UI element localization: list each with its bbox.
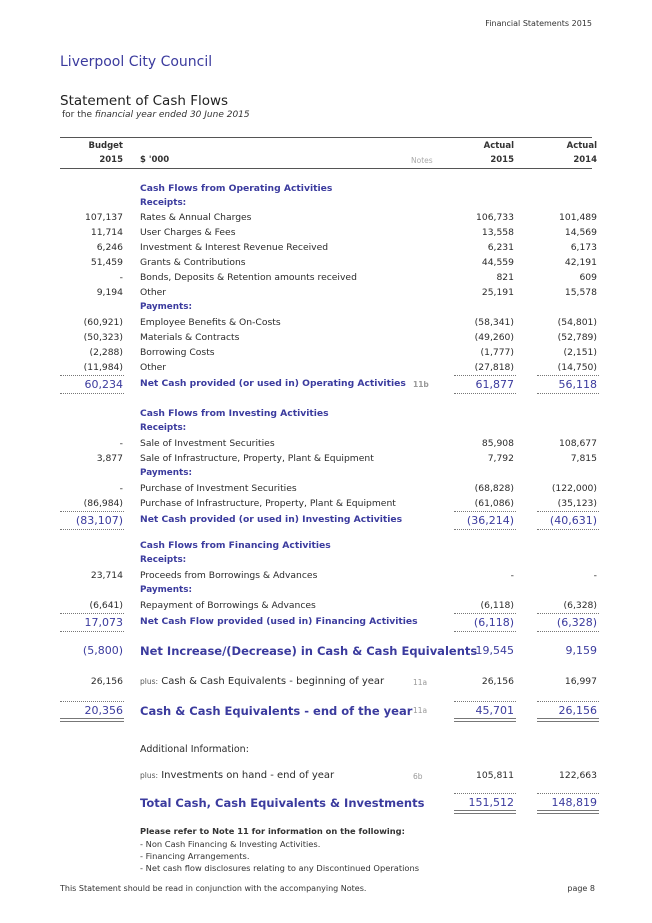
- a2014-grand-rule: [537, 793, 599, 794]
- a2014-end-double-underline: [537, 718, 599, 722]
- actual-2014-cell: (6,328): [563, 600, 597, 611]
- actual-2014-cell: (2,151): [563, 347, 597, 358]
- budget-total: (83,107): [75, 514, 123, 527]
- a2015-total-underline: [454, 393, 516, 394]
- operating-total-row: [0, 378, 652, 392]
- financing-heading-row: [0, 540, 652, 554]
- actual-2014-cell: 609: [579, 272, 597, 283]
- total-label: Net Cash provided (or used in) Investing Activities: [140, 514, 403, 525]
- actual-2014-label: Actual: [566, 141, 597, 151]
- actual-2014-cell: 148,819: [551, 796, 597, 809]
- beginning-row: [0, 676, 652, 690]
- actual-2015-year: 2015: [490, 155, 514, 165]
- actual-2015-cell: 45,701: [475, 704, 514, 717]
- a2015-total: (6,118): [473, 616, 514, 629]
- actual-2014-cell: -: [593, 570, 597, 581]
- additional-heading-row: [0, 744, 652, 758]
- budget-year: 2015: [99, 155, 123, 165]
- a2014-total-rule: [537, 613, 599, 614]
- actual-2015-cell: 106,733: [476, 212, 514, 223]
- operating-heading-row: [0, 183, 652, 197]
- budget-cell: -: [119, 483, 123, 494]
- actual-2015-cell: 821: [496, 272, 514, 283]
- investments-row: [0, 770, 652, 784]
- actual-2014-cell: 7,815: [570, 453, 597, 464]
- line-item: Sale of Infrastructure, Property, Plant & Equipment: [140, 453, 374, 464]
- actual-2014-cell: 6,173: [570, 242, 597, 253]
- plus-label: plus:: [140, 677, 159, 686]
- a2015-total: (36,214): [466, 514, 514, 527]
- table-row: [0, 570, 652, 584]
- table-row: [0, 257, 652, 271]
- line-item: User Charges & Fees: [140, 227, 236, 238]
- budget-cell: -: [119, 438, 123, 449]
- actual-2014-cell: 15,578: [564, 287, 597, 298]
- a2015-end-double-underline: [454, 718, 516, 722]
- a2014-total-underline: [537, 393, 599, 394]
- table-row: [0, 362, 652, 376]
- budget-total: 17,073: [84, 616, 123, 629]
- actual-2014-cell: 16,997: [564, 676, 597, 687]
- budget-cell: (2,288): [89, 347, 123, 358]
- budget-end-double-underline: [60, 718, 124, 722]
- actual-2014-cell: (35,123): [557, 498, 597, 509]
- budget-cell: 11,714: [90, 227, 123, 238]
- actual-2015-cell: 26,156: [481, 676, 514, 687]
- total-label: Net Cash provided (or used in) Operating Activities: [140, 378, 406, 389]
- a2015-total-rule: [454, 511, 516, 512]
- receipts-label: Receipts:: [140, 423, 187, 433]
- net-increase-row: [0, 644, 652, 660]
- actual-2014-cell: (52,789): [557, 332, 597, 343]
- table-row: [0, 287, 652, 301]
- actual-2014-cell: 122,663: [559, 770, 597, 781]
- budget-cell: 51,459: [90, 257, 123, 268]
- note-ref: 6b: [413, 772, 423, 781]
- a2015-total-rule: [454, 613, 516, 614]
- budget-cell: 3,877: [96, 453, 123, 464]
- investing-payments-label-row: [0, 468, 652, 482]
- actual-2014-cell: (54,801): [557, 317, 597, 328]
- line-item: Proceeds from Borrowings & Advances: [140, 570, 318, 581]
- header-bottom-rule: [60, 168, 592, 169]
- note-ref: 11b: [413, 380, 429, 389]
- budget-total-underline: [60, 529, 124, 530]
- budget-cell: (60,921): [83, 317, 123, 328]
- actual-2015-cell: 151,512: [468, 796, 514, 809]
- line-item: Purchase of Investment Securities: [140, 483, 297, 494]
- budget-total-underline: [60, 631, 124, 632]
- line-item: Cash & Cash Equivalents - beginning of year: [161, 676, 385, 687]
- actual-2015-cell: -: [510, 570, 514, 581]
- actual-2014-cell: 14,569: [564, 227, 597, 238]
- investing-receipts-label-row: [0, 423, 652, 437]
- a2014-grand-double-underline: [537, 810, 599, 814]
- table-row: [0, 242, 652, 256]
- a2014-total: 56,118: [558, 378, 597, 391]
- notes-item: - Financing Arrangements.: [140, 851, 250, 861]
- units-label: $ '000: [140, 155, 170, 165]
- table-row: [0, 600, 652, 614]
- actual-2015-cell: 85,908: [481, 438, 514, 449]
- table-row: [0, 347, 652, 361]
- a2014-total-rule: [537, 375, 599, 376]
- actual-2014-cell: 42,191: [564, 257, 597, 268]
- a2014-total: (40,631): [549, 514, 597, 527]
- actual-2015-cell: (1,777): [480, 347, 514, 358]
- line-item: Repayment of Borrowings & Advances: [140, 600, 316, 611]
- a2015-grand-rule: [454, 793, 516, 794]
- page-title: Statement of Cash Flows: [60, 93, 229, 109]
- budget-cell: (6,641): [89, 600, 123, 611]
- actual-2015-cell: 44,559: [481, 257, 514, 268]
- subtitle-period: financial year ended 30 June 2015: [94, 110, 250, 120]
- receipts-label: Receipts:: [140, 198, 187, 208]
- table-row: [0, 498, 652, 512]
- note-ref: 11a: [413, 706, 428, 715]
- line-item: Rates & Annual Charges: [140, 212, 252, 223]
- financing-payments-label-row: [0, 585, 652, 599]
- page-subtitle: [62, 110, 250, 120]
- receipts-label: Receipts:: [140, 555, 187, 565]
- section-heading: Cash Flows from Operating Activities: [140, 183, 333, 194]
- line-item: Total Cash, Cash Equivalents & Investments: [140, 796, 425, 810]
- table-row: [0, 332, 652, 346]
- actual-2014-cell: (14,750): [557, 362, 597, 373]
- table-row: [0, 453, 652, 467]
- financing-total-row: [0, 616, 652, 630]
- total-label: Net Cash Flow provided (used in) Financing Activities: [140, 616, 418, 627]
- budget-cell: (50,323): [83, 332, 123, 343]
- budget-total-rule: [60, 375, 124, 376]
- table-row: [0, 483, 652, 497]
- a2015-end-rule: [454, 701, 516, 702]
- a2015-total-rule: [454, 375, 516, 376]
- note-ref: 11a: [413, 678, 428, 687]
- actual-2015-cell: (68,828): [474, 483, 514, 494]
- notes-item: - Non Cash Financing & Investing Activities.: [140, 839, 321, 849]
- a2015-total-underline: [454, 529, 516, 530]
- payments-label: Payments:: [140, 468, 192, 478]
- payments-label: Payments:: [140, 302, 192, 312]
- actual-2015-cell: 25,191: [481, 287, 514, 298]
- actual-2015-cell: (49,260): [474, 332, 514, 343]
- line-item: Cash & Cash Equivalents - end of the year: [140, 704, 413, 718]
- actual-2015-cell: 6,231: [487, 242, 514, 253]
- notes-item: - Net cash flow disclosures relating to any Discontinued Operations: [140, 863, 420, 873]
- budget-cell: 26,156: [90, 676, 123, 687]
- actual-2014-cell: (122,000): [551, 483, 597, 494]
- budget-cell: 23,714: [90, 570, 123, 581]
- a2014-total-underline: [537, 631, 599, 632]
- line-item: Investment & Interest Revenue Received: [140, 242, 329, 253]
- actual-2015-label: Actual: [483, 141, 514, 151]
- actual-2014-cell: 101,489: [559, 212, 597, 223]
- budget-total-underline: [60, 393, 124, 394]
- actual-2015-cell: 7,792: [487, 453, 514, 464]
- a2015-total-underline: [454, 631, 516, 632]
- notes-label: Notes: [411, 156, 433, 165]
- a2015-grand-double-underline: [454, 810, 516, 814]
- investing-total-row: [0, 514, 652, 528]
- line-item: Bonds, Deposits & Retention amounts received: [140, 272, 357, 283]
- actual-2014-cell: 26,156: [558, 704, 597, 717]
- actual-2015-cell: (6,118): [480, 600, 514, 611]
- budget-end-rule: [60, 701, 124, 702]
- table-row: [0, 212, 652, 226]
- actual-2015-cell: (58,341): [474, 317, 514, 328]
- budget-cell: 9,194: [96, 287, 123, 298]
- line-item: Purchase of Infrastructure, Property, Plant & Equipment: [140, 498, 396, 509]
- table-row: [0, 438, 652, 452]
- page-number: page 8: [567, 884, 595, 893]
- a2014-total-underline: [537, 529, 599, 530]
- section-heading: Cash Flows from Investing Activities: [140, 408, 329, 419]
- investing-heading-row: [0, 408, 652, 422]
- financing-receipts-label-row: [0, 555, 652, 569]
- budget-total-rule: [60, 511, 124, 512]
- a2014-total-rule: [537, 511, 599, 512]
- actual-2015-cell: (61,086): [474, 498, 514, 509]
- table-row: [0, 272, 652, 286]
- line-item: Sale of Investment Securities: [140, 438, 275, 449]
- footer-note: This Statement should be read in conjunction with the accompanying Notes.: [60, 884, 367, 893]
- notes-intro: Please refer to Note 11 for information on the following:: [140, 826, 405, 836]
- actual-2015-cell: 105,811: [476, 770, 514, 781]
- budget-cell: (11,984): [83, 362, 123, 373]
- actual-2015-cell: 19,545: [475, 644, 514, 657]
- budget-cell: (86,984): [83, 498, 123, 509]
- table-row: [0, 317, 652, 331]
- a2015-total: 61,877: [475, 378, 514, 391]
- line-item: Net Increase/(Decrease) in Cash & Cash Equivalents: [140, 644, 478, 658]
- plus-label: plus:: [140, 771, 159, 780]
- budget-total: 60,234: [84, 378, 123, 391]
- payments-label: Payments:: [140, 585, 192, 595]
- council-name: Liverpool City Council: [60, 54, 213, 70]
- line-item: Employee Benefits & On-Costs: [140, 317, 281, 328]
- subtitle-prefix: for the: [62, 110, 95, 120]
- operating-receipts-label-row: [0, 198, 652, 212]
- line-item: Other: [140, 287, 167, 298]
- budget-cell: (5,800): [82, 644, 123, 657]
- table-row: [0, 227, 652, 241]
- section-heading: Cash Flows from Financing Activities: [140, 540, 331, 551]
- a2014-end-rule: [537, 701, 599, 702]
- running-header: Financial Statements 2015: [485, 19, 592, 28]
- actual-2014-cell: 9,159: [565, 644, 597, 657]
- additional-heading: Additional Information:: [140, 744, 249, 755]
- actual-2014-cell: 108,677: [559, 438, 597, 449]
- line-item: Borrowing Costs: [140, 347, 215, 358]
- budget-label: Budget: [88, 141, 123, 151]
- line-item: Materials & Contracts: [140, 332, 240, 343]
- actual-2014-year: 2014: [573, 155, 597, 165]
- budget-cell: -: [119, 272, 123, 283]
- line-item: Other: [140, 362, 167, 373]
- line-item: Investments on hand - end of year: [161, 770, 335, 781]
- line-item: Grants & Contributions: [140, 257, 246, 268]
- operating-payments-label-row: [0, 302, 652, 316]
- budget-total-rule: [60, 613, 124, 614]
- actual-2015-cell: 13,558: [481, 227, 514, 238]
- actual-2015-cell: (27,818): [474, 362, 514, 373]
- budget-cell: 6,246: [96, 242, 123, 253]
- budget-cell: 107,137: [85, 212, 123, 223]
- header-top-rule: [60, 137, 592, 138]
- a2014-total: (6,328): [556, 616, 597, 629]
- budget-cell: 20,356: [84, 704, 123, 717]
